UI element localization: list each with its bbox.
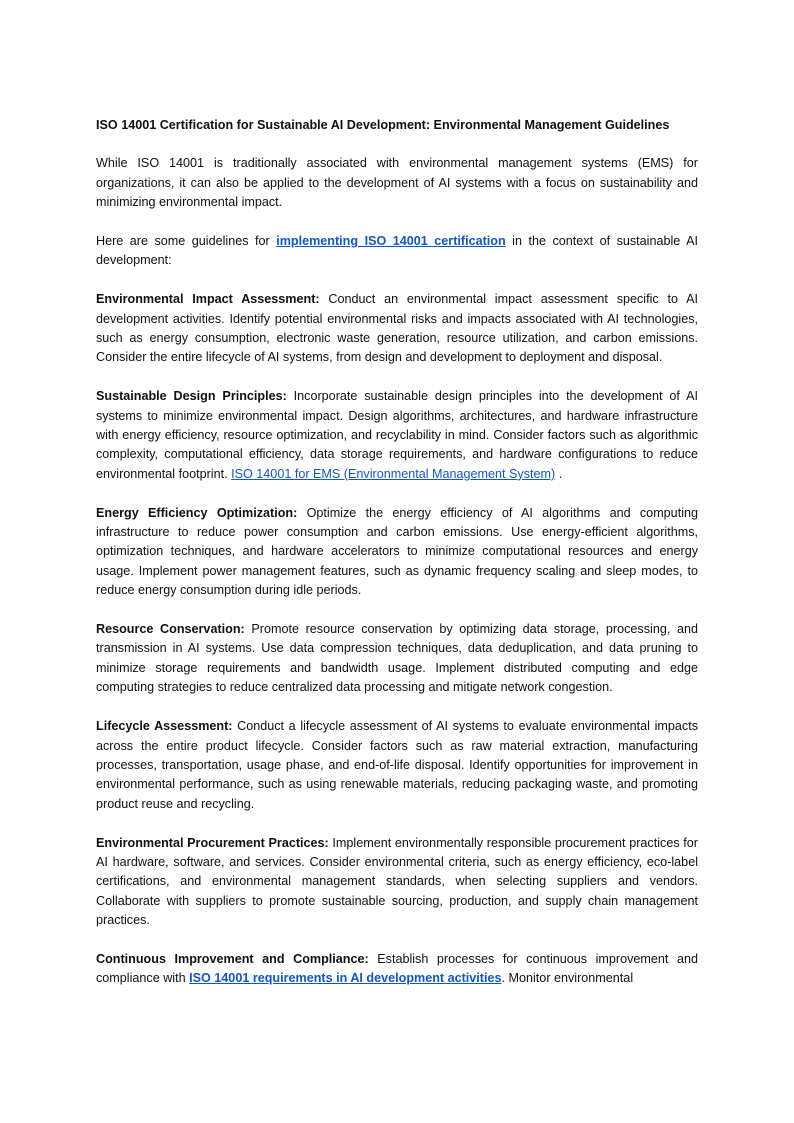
intro-paragraph: While ISO 14001 is traditionally associated with environmental management systems (EMS) for organizations, it can also be applied to the development of AI systems with a focus on sustainability and minimizing environmental impact. (96, 156, 698, 210)
guidelines-intro-after: in the context of sustainable AI development: (96, 234, 698, 268)
section-continuous-improvement-and-compliance (96, 950, 698, 989)
section-body: Incorporate sustainable design principles into the development of AI systems to minimize environmental impact. Design algorithms, architectures, and hardware infrastructure with energy efficiency, resource optimization, and recyclability in mind. Consider factors such as algorithmic complexity, computational efficiency, data storage requirements, and hardware configurations to reduce environmental footprint. (96, 389, 698, 481)
section-heading: Energy Efficiency Optimization: (96, 505, 298, 520)
iso-14001-requirements-link[interactable]: ISO 14001 requirements in AI development activities (189, 971, 502, 986)
section-body: Establish processes for continuous improvement and compliance with (96, 951, 698, 986)
guidelines-intro-before: Here are some guidelines for (96, 234, 277, 249)
section-environmental-impact-assessment (96, 290, 698, 368)
section-heading: Resource Conservation: (96, 622, 245, 637)
section-heading: Sustainable Design Principles: (96, 389, 287, 404)
section-energy-efficiency-optimization (96, 504, 698, 601)
section-heading: Continuous Improvement and Compliance: (96, 951, 369, 966)
section-heading: Environmental Procurement Practices: (96, 835, 329, 850)
iso-14001-ems-link[interactable]: ISO 14001 for EMS (Environmental Management System) (231, 466, 556, 481)
section-resource-conservation (96, 620, 698, 698)
section-body: Conduct an environmental impact assessment specific to AI development activities. Identify potential environmental risks and impacts associated with AI technologies, such as energy consumption, electronic waste generation, resource utilization, and carbon emissions. Consider the entire lifecycle of AI systems, from design and development to deployment and disposal. (96, 292, 698, 365)
section-lifecycle-assessment (96, 717, 698, 814)
implementing-iso-14001-link[interactable]: implementing ISO 14001 certification (276, 234, 506, 249)
section-environmental-procurement-practices (96, 834, 698, 931)
section-body: Conduct a lifecycle assessment of AI systems to evaluate environmental impacts across the entire product lifecycle. Consider factors such as raw material extraction, manufacturing processes, transportation, usage phase, and end-of-life disposal. Identify opportunities for improvement in environmental performance, such as using renewable materials, reducing packaging waste, and promoting product reuse and recycling. (96, 719, 698, 811)
section-body: Promote resource conservation by optimizing data storage, processing, and transmission in AI systems. Use data compression techniques, data deduplication, and data pruning to minimize storage requirements and bandwidth usage. Implement distributed computing and edge computing strategies to reduce centralized data processing and mitigate network congestion. (96, 622, 698, 695)
section-heading: Lifecycle Assessment: (96, 719, 233, 734)
document-title: ISO 14001 Certification for Sustainable AI Development: Environmental Management Guidelines (96, 118, 670, 132)
section-body: Implement environmentally responsible procurement practices for AI hardware, software, and services. Consider environmental criteria, such as energy efficiency, eco-label certifications, and environmental management standards, when selecting suppliers and vendors. Collaborate with suppliers to promote sustainable sourcing, production, and supply chain management practices. (96, 835, 698, 928)
section-body-after: . (555, 466, 563, 481)
section-sustainable-design-principles (96, 387, 698, 484)
section-heading: Environmental Impact Assessment: (96, 292, 320, 307)
section-body: Optimize the energy efficiency of AI algorithms and computing infrastructure to reduce power consumption and carbon emissions. Use energy-efficient algorithms, optimization techniques, and hardware accelerators to minimize computational resources and energy usage. Implement power management features, such as dynamic frequency scaling and sleep modes, to reduce energy consumption during idle periods. (96, 505, 698, 598)
guidelines-intro-paragraph (96, 232, 698, 271)
section-body-after: . Monitor environmental (501, 971, 634, 986)
document-page (96, 116, 698, 1123)
